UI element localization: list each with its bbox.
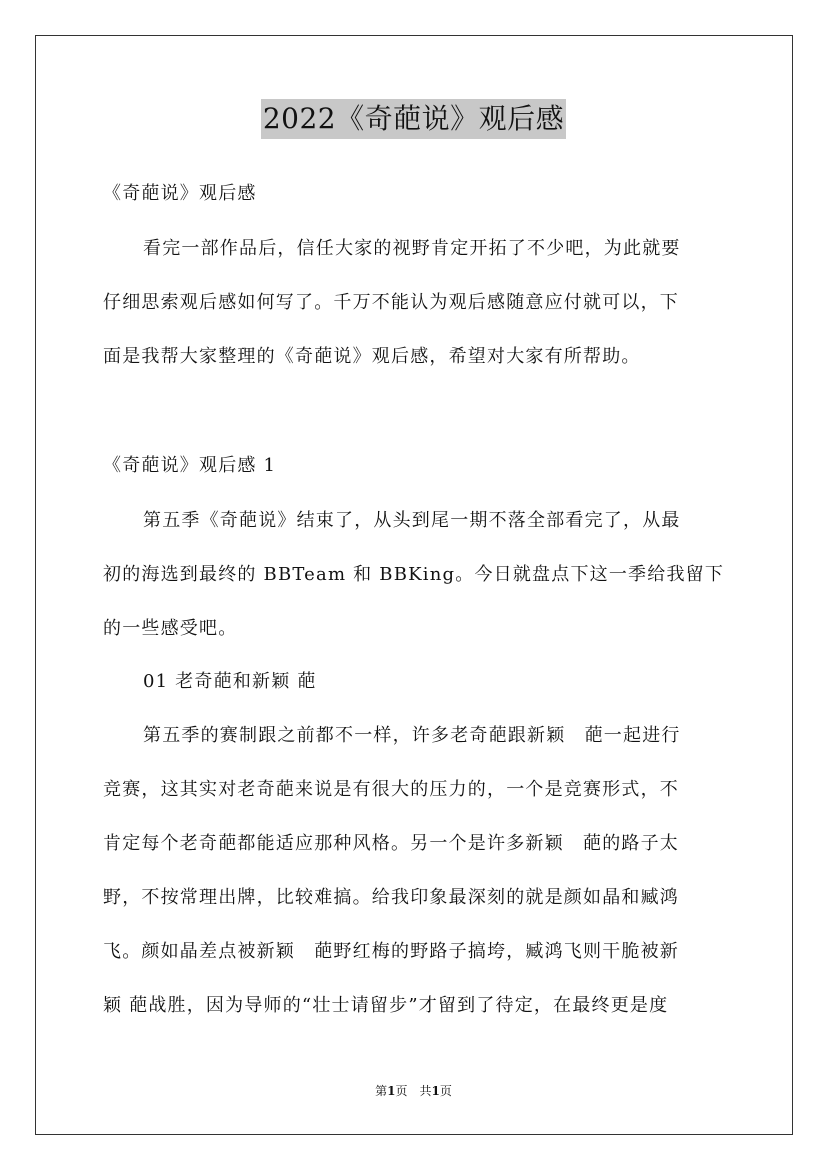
footer-mid: 页 共 [395, 1084, 432, 1098]
section-heading: 《奇葩说》观后感 1 [103, 455, 277, 476]
paragraph-line: 飞。颜如晶差点被新颖 葩野红梅的野路子搞垮，臧鸿飞则干脆被新 [103, 941, 679, 962]
paragraph-line: 颖 葩战胜，因为导师的“壮士请留步”才留到了待定，在最终更是度 [103, 995, 669, 1016]
footer-suffix: 页 [439, 1084, 452, 1098]
page-footer [0, 1082, 827, 1100]
subheading: 01 老奇葩和新颖 葩 [143, 671, 317, 692]
paragraph-line: 野，不按常理出牌，比较难搞。给我印象最深刻的就是颜如晶和臧鸿 [103, 887, 679, 908]
paragraph-line: 肯定每个老奇葩都能适应那种风格。另一个是许多新颖 葩的路子太 [103, 833, 679, 854]
intro-line: 仔细思索观后感如何写了。千万不能认为观后感随意应付就可以，下 [103, 292, 679, 313]
paragraph-line: 的一些感受吧。 [103, 618, 238, 639]
footer-total-pages: 1 [431, 1084, 440, 1098]
paragraph-line: 初的海选到最终的 BBTeam 和 BBKing。今日就盘点下这一季给我留下 [103, 564, 725, 585]
document-title: 2022《奇葩说》观后感 [261, 99, 566, 139]
document-subtitle: 《奇葩说》观后感 [103, 183, 257, 204]
intro-line: 面是我帮大家整理的《奇葩说》观后感，希望对大家有所帮助。 [103, 346, 641, 367]
footer-current-page: 1 [387, 1084, 396, 1098]
footer-prefix: 第 [375, 1084, 388, 1098]
intro-line: 看完一部作品后，信任大家的视野肯定开拓了不少吧，为此就要 [143, 238, 681, 259]
paragraph-line: 竞赛，这其实对老奇葩来说是有很大的压力的，一个是竞赛形式，不 [103, 779, 679, 800]
title-container [0, 99, 827, 139]
paragraph-line: 第五季《奇葩说》结束了，从头到尾一期不落全部看完了，从最 [143, 510, 681, 531]
paragraph-line: 第五季的赛制跟之前都不一样，许多老奇葩跟新颖 葩一起进行 [143, 725, 681, 746]
